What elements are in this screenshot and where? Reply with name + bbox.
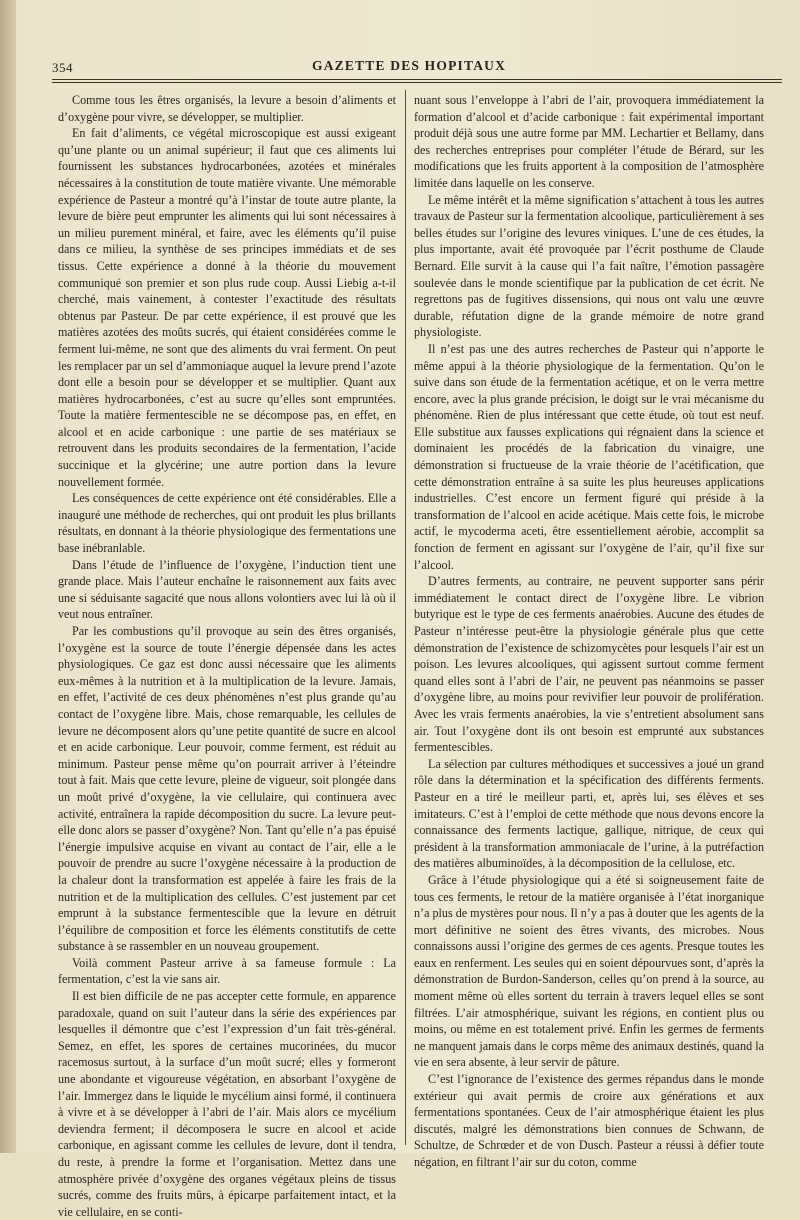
- paragraph: Il n’est pas une des autres recherches de Pasteur qui n’apporte le même appui à la théorie physiologique de la fermentation. Qu’on le suive dans son étude de la fermentation acétique, et on le verra mettre encore, avec la plus grande précision, le doigt sur le vrai mécanisme du phénomène. Rien de plus intéressant que cette étude, où tout est neuf. Elle substitue aux fausses explications qui régnaient dans la science et dominaient les procédés de la fabrication du vinaigre, une démonstration si fructueuse de la vraie théorie de l’acétification, que cette démonstration entraîne à sa suite les plus heureuses applications industrielles. C’est encore un ferment figuré qui préside à la transformation de l’alcool en acide acétique. Mais cette fois, le microbe actif, le mycoderma aceti, être essentiellement aérobie, accomplit sa fonction de ferment en agissant sur l’oxygène de l’air, qu’il fixe sur l’alcool.: [414, 341, 764, 572]
- paragraph: En fait d’aliments, ce végétal microscopique est aussi exigeant qu’une plante ou un animal supérieur; il faut que ces aliments lui fournissent les substances hydrocarbonées, azotées et minérales nécessaires à la constitution de toute matière vivante. Une mémorable expérience de Pasteur a montré qu’à l’instar de toute autre plante, la levure de bière peut emprunter les aliments qui lui sont nécessaires à un milieu purement minéral, et faire, avec les éléments qu’il puise dans ce milieu, la synthèse de ses principes immédiats et de ses tissus. Cette expérience a donné à la théorie du mouvement communiqué son premier et son plus rude coup. Aussi Liebig a-t-il cherché, mais vainement, à contester l’exactitude des résultats obtenus par Pasteur. De par cette expérience, il est prouvé que les matières azotées des moûts sucrés, qui étaient considérées comme le ferment lui-même, ne sont que des aliments du vrai ferment. On peut les remplacer par un sel d’ammoniaque auquel la levure prend l’azote dont elle a besoin pour se développer et se multiplier. Quant aux matières hydrocarbonées, c’est au sucre qu’elles sont empruntées. Toute la matière fermentescible ne se décompose pas, en effet, en alcool et en acide carbonique : une partie de ses matériaux se retrouvent dans les produits secondaires de la fermentation, l’acide succinique et la glycérine; une autre portion dans la levure nouvellement formée.: [58, 126, 396, 489]
- paragraph: Par les combustions qu’il provoque au sein des êtres organisés, l’oxygène est la source de toute l’énergie dépensée dans les actes physiologiques. Ce gaz est donc aussi nécessaire que les aliments eux-mêmes à la nutrition et à la multiplication de la levure. Jamais, en effet, l’activité de ces deux phénomènes n’est plus grande qu’au contact de l’oxygène libre. Mais, chose remarquable, les cellules de levure ne décomposent alors qu’une petite quantité de sucre en alcool et en acide carbonique. Leur pouvoir, comme ferment, est réduit au minimum. Pasteur pense même qu’on pourrait arriver à l’éteindre tout à fait. Mais que cette levure, pleine de vigueur, soit plongée dans un moût privé d’oxygène, la vie cellulaire, qui continuera avec activité, entraînera la rapide décomposition du sucre. La levure peut-elle donc alors se passer d’oxygène? Non. Tant qu’elle n’a pas épuisé l’énergie impulsive acquise en vivant au contact de l’air, elle a le pouvoir de prendre au sucre l’oxygène nécessaire à la production de la chaleur dont la transformation est appelée à faire les frais de la nutrition et de la multiplication des cellules. C’est justement par cet emprunt à la substance fermentescible que la levure en détruit l’équilibre de composition et force les éléments constitutifs de cette substance à se rassembler en un nouveau groupement.: [58, 624, 396, 954]
- paragraph: C’est l’ignorance de l’existence des germes répandus dans le monde extérieur qui avait permis de croire aux générations et aux fermentations spontanées. Ceux de l’air atmosphérique étaient les plus discutés, malgré les démonstrations bien connues de Schwann, de Schultze, de Schrœder et de von Dusch. Pasteur a réussi à défier toute négation, en filtrant l’air sur du coton, comme: [414, 1072, 764, 1169]
- paragraph: Les conséquences de cette expérience ont été considérables. Elle a inauguré une méthode de recherches, qui ont produit les plus brillants résultats, en donnant à la théorie physiologique des fermentations une base inébranlable.: [58, 491, 396, 556]
- paragraph: Voilà comment Pasteur arrive à sa fameuse formule : La fermentation, c’est la vie sans air.: [58, 955, 396, 987]
- header-rule-double: [52, 82, 782, 83]
- header-rule: [52, 79, 782, 80]
- running-title: GAZETTE DES HOPITAUX: [312, 58, 507, 73]
- paragraph: D’autres ferments, au contraire, ne peuvent supporter sans périr immédiatement le contact direct de l’oxygène libre. Le vibrion butyrique est le type de ces ferments anaérobies. Aucune des études de Pasteur n’intéresse peut-être la physiologie générale plus que cette démonstration de l’existence de schizomycètes pour lesquels l’air est un poison. Les levures alcooliques, qui agissent surtout comme ferment quand elles sont à l’abri de l’air, ne peuvent pas néanmoins se passer d’oxygène libre, au moins pour revivifier leur pouvoir de prolifération. Avec les vrais ferments anaérobies, la vie s’entretient absolument sans air. Tout l’oxygène dont ils ont besoin est emprunté aux substances fermentescibles.: [414, 574, 764, 755]
- paragraph: nuant sous l’enveloppe à l’abri de l’air, provoquera immédiatement la formation d’alcool et d’acide carbonique : fait expérimental important produit déjà sous une autre forme par MM. Lechartier et Bellamy, dans des recherches entreprises pour compléter l’étude de Bérard, sur les modifications que les fruits apportent à la composition de l’atmosphère limitée dans laquelle on les conserve.: [414, 93, 764, 190]
- paragraph: Le même intérêt et la même signification s’attachent à tous les autres travaux de Pasteur sur la fermentation alcoolique, particulièrement à ses belles études sur l’origine des levures viniques. L’une de ces études, la plus importante, avait été provoquée par l’écrit posthume de Claude Bernard. Elle survit à la cause qui l’a fait naître, l’émotion passagère soulevée dans le monde scientifique par la publication de cet écrit. Ne regrettons pas de fugitives dissensions, qui nous ont valu une œuvre durable, réfutation digne de la grande mémoire de notre grand physiologiste.: [414, 192, 764, 340]
- right-column: [414, 92, 764, 1169]
- page-spine-shadow: [0, 0, 16, 1153]
- page-header: [52, 56, 782, 78]
- paragraph: Grâce à l’étude physiologique qui a été si soigneusement faite de tous ces ferments, le retour de la matière organisée à l’état inorganique n’a plus de mystères pour nous. Il n’y a pas à douter que les agents de la mort définitive ne soient des êtres vivants, des microbes. Nous connaissons aussi l’origine des germes de ces agents. Presque toutes les eaux en renferment. Les seules qui en soient dépourvues sont, d’après la démonstration de Burdon-Sanderson, celles qu’on prend à la source, au moment même où elles sortent du terrain à travers lequel elles se sont filtrées. L’air atmosphérique, suivant les régions, en contient plus ou moins, ou même en est totalement privé. Enfin les germes de ferments ne manquent jamais dans le corps même des animaux destinés, quand la vie en sera absente, à leur servir de pâture.: [414, 872, 764, 1070]
- paragraph: Comme tous les êtres organisés, la levure a besoin d’aliments et d’oxygène pour vivre, se développer, se multiplier.: [58, 93, 396, 124]
- paragraph: Il est bien difficile de ne pas accepter cette formule, en apparence paradoxale, quand on suit l’auteur dans la série des expériences par lesquelles il démontre que c’est l’expression d’un fait très-général. Semez, en effet, les spores de certaines mucorinées, du mucor racemosus surtout, à la surface d’un moût sucré; elles y formeront une abondante et vigoureuse végétation, en absorbant l’oxygène de l’air. Immergez dans le liquide le mycélium ainsi formé, il continuera à vivre et à se développer à l’abri de l’air. Mais alors ce mycélium deviendra ferment; il décomposera le sucre en alcool et acide carbonique, en agissant comme les cellules de levure, dont il tendra, du reste, à prendre la forme et l’organisation. Mettez dans une atmosphère privée d’oxygène des organes végétaux pleins de tissus sucrés, comme des fruits mûrs, à épicarpe parfaitement intact, et la vie cellulaire, en se conti-: [58, 989, 396, 1219]
- page-number: 354: [52, 60, 73, 75]
- paragraph: La sélection par cultures méthodiques et successives a joué un grand rôle dans la détermination et la spécification des différents ferments. Pasteur en a tiré le meilleur parti, et, après lui, ses élèves et ses imitateurs. C’est à l’emploi de cette méthode que nous devons encore la connaissance des ferments lactique, gallique, nitrique, de ceux qui président à la transformation ammoniacale de l’urine, à la putréfaction des matières albuminoïdes, à la décomposition de la cellulose, etc.: [414, 756, 764, 871]
- paragraph: Dans l’étude de l’influence de l’oxygène, l’induction tient une grande place. Mais l’auteur enchaîne le raisonnement aux faits avec une si séduisante sagacité que nous allons volontiers avec lui là où il veut nous entraîner.: [58, 557, 396, 622]
- column-divider: [405, 90, 406, 1145]
- left-column: [58, 92, 396, 1219]
